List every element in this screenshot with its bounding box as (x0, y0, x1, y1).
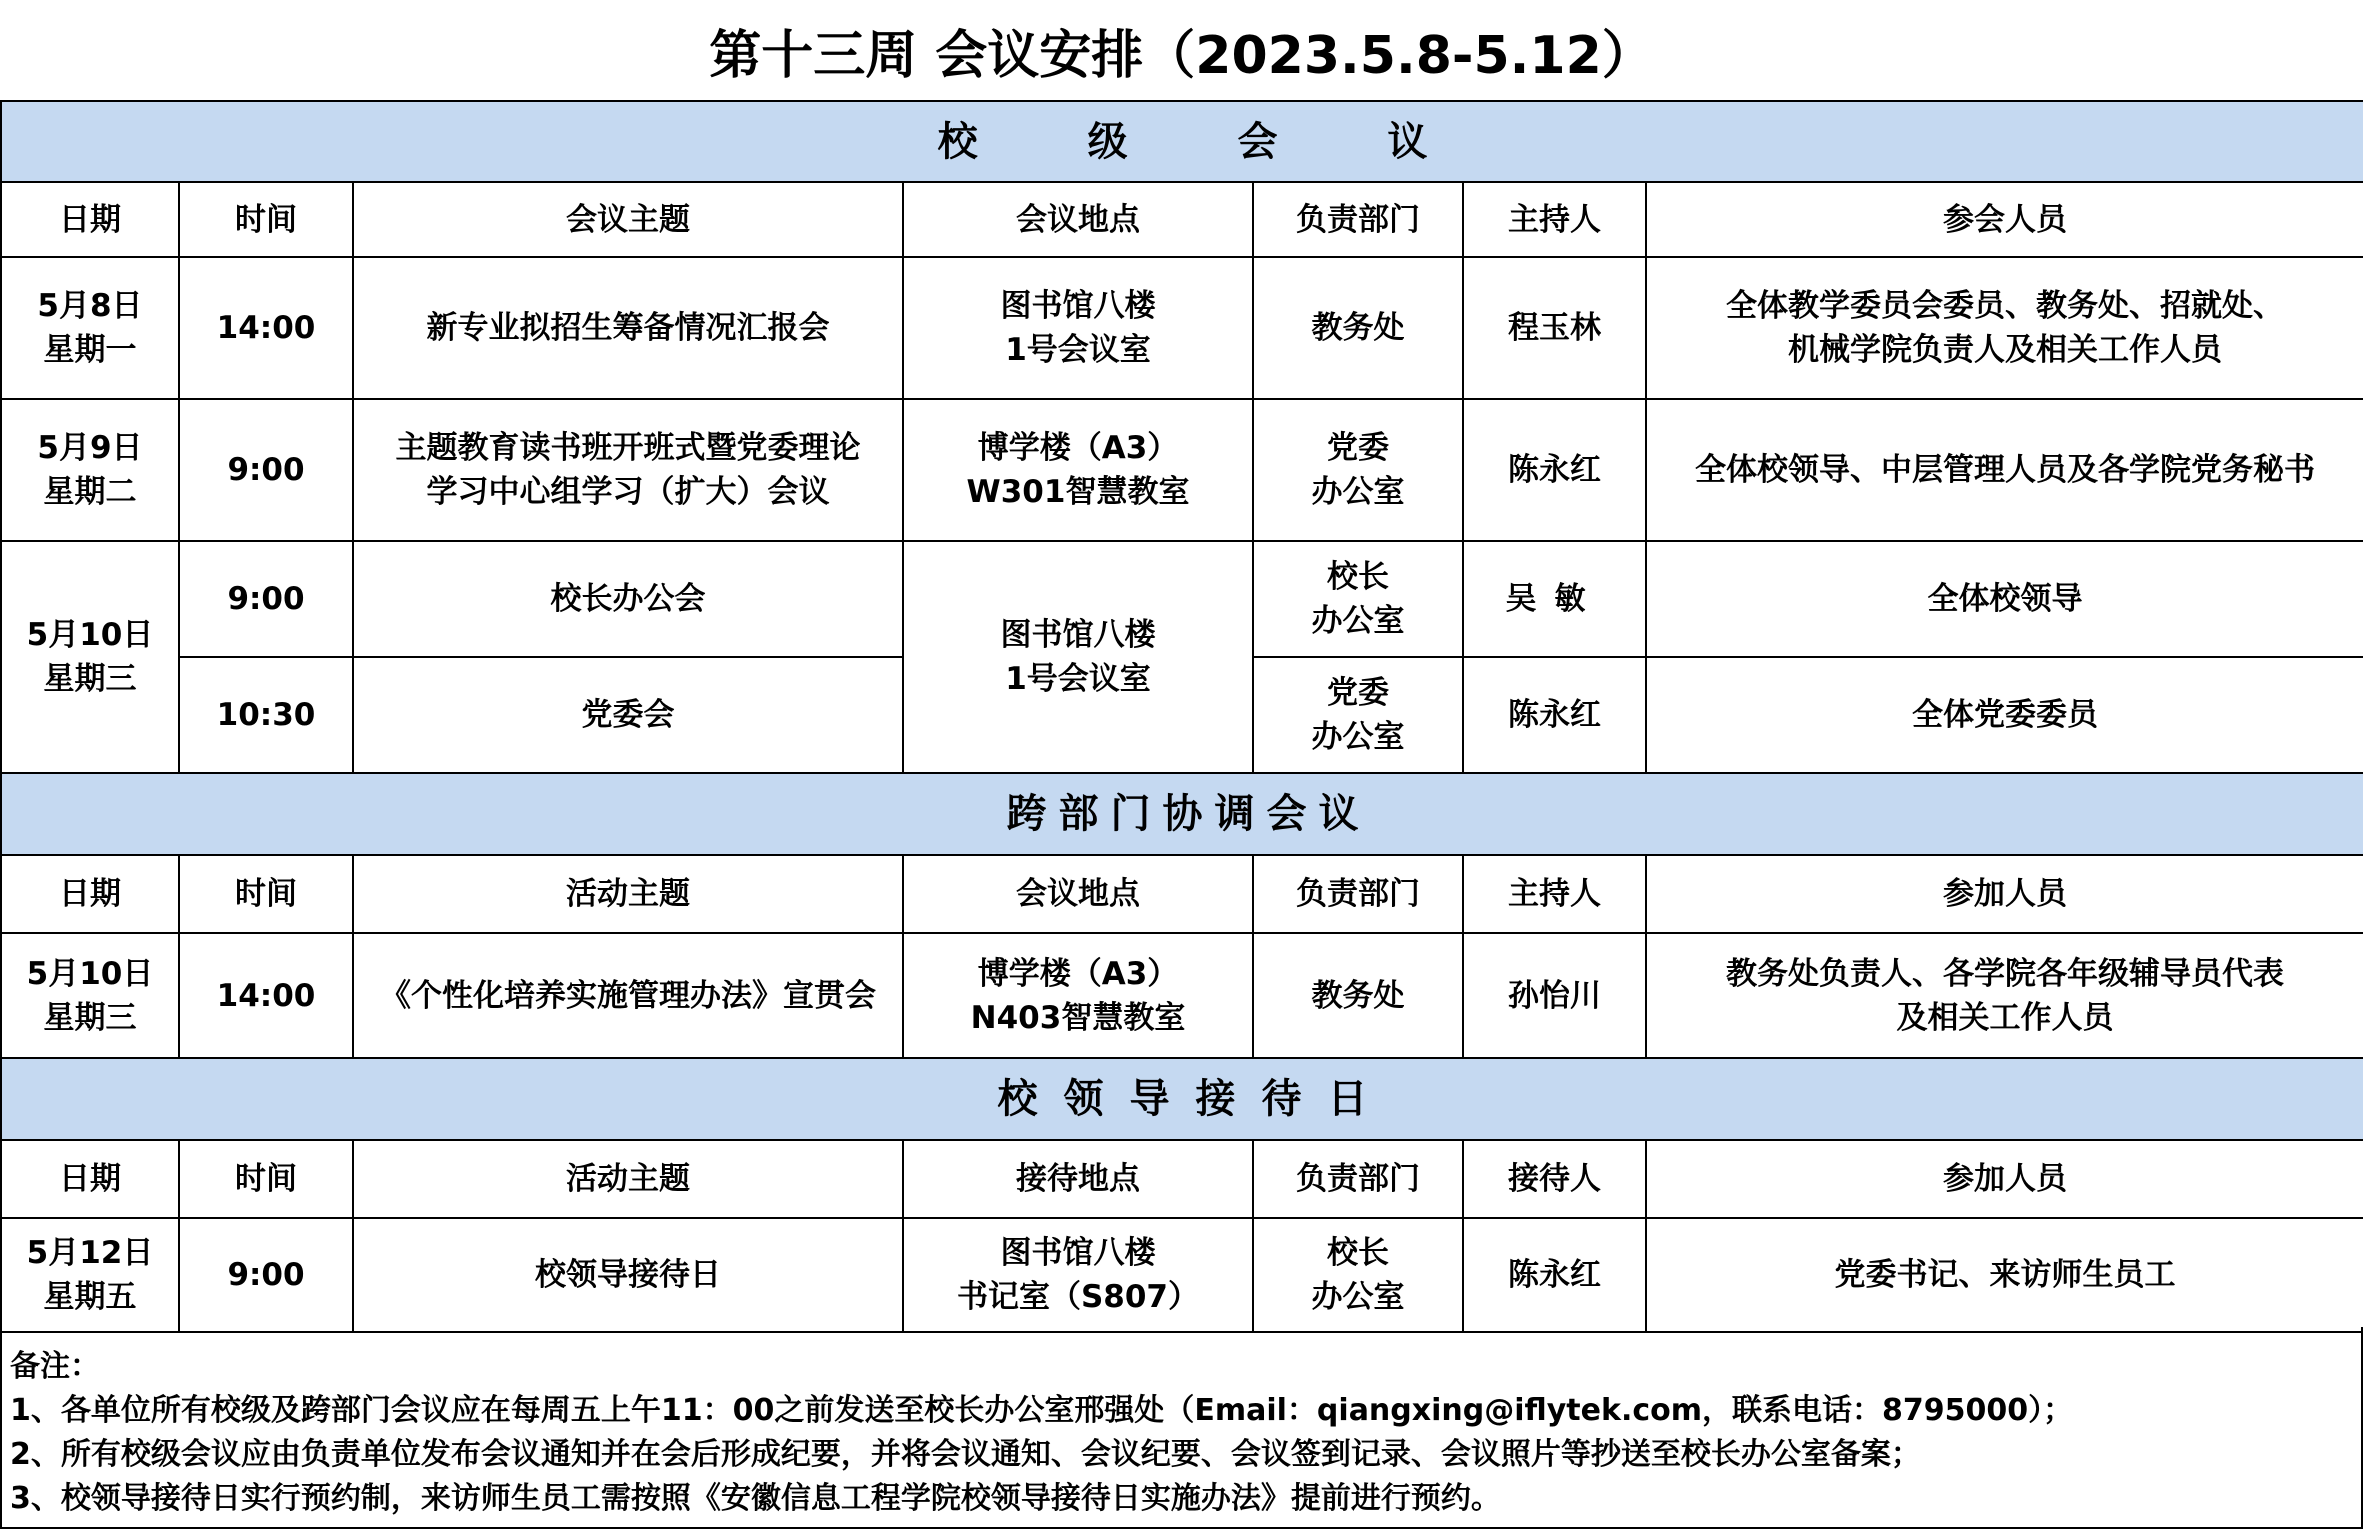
cell-dept: 校长 办公室 (1253, 541, 1463, 657)
table-row (1, 541, 2363, 657)
cell-location: 图书馆八楼 书记室（S807） (903, 1218, 1253, 1332)
cell-dept: 教务处 (1253, 257, 1463, 399)
column-header-row (1, 182, 2363, 257)
col-header-attendees: 参会人员 (1646, 182, 2363, 257)
page-title: 第十三周 会议安排（2023.5.8-5.12） (709, 25, 1654, 86)
cell-attendees: 党委书记、来访师生员工 (1646, 1218, 2363, 1332)
note-item: 3、校领导接待日实行预约制，来访师生员工需按照《安徽信息工程学院校领导接待日实施办法》提前进行预约。 (10, 1481, 1501, 1516)
cell-date: 5月8日 星期一 (1, 257, 179, 399)
col-header-topic: 活动主题 (353, 1140, 903, 1218)
note-item: 2、所有校级会议应由负责单位发布会议通知并在会后形成纪要，并将会议通知、会议纪要、会议签到记录、会议照片等抄送至校长办公室备案； (10, 1437, 1921, 1472)
cell-attendees: 全体校领导、中层管理人员及各学院党务秘书 (1646, 399, 2363, 541)
cell-time: 14:00 (179, 257, 353, 399)
section-title: 校 级 会 议 (1, 101, 2363, 182)
section-title: 校领导接待日 (1, 1058, 2363, 1140)
cell-topic: 新专业拟招生筹备情况汇报会 (353, 257, 903, 399)
cell-dept: 教务处 (1253, 933, 1463, 1058)
col-header-location: 会议地点 (903, 855, 1253, 933)
cell-topic: 主题教育读书班开班式暨党委理论 学习中心组学习（扩大）会议 (353, 399, 903, 541)
cell-date: 5月12日 星期五 (1, 1218, 179, 1332)
cell-time: 14:00 (179, 933, 353, 1058)
cell-date: 5月10日 星期三 (1, 933, 179, 1058)
table-row (1, 1218, 2363, 1332)
cell-topic: 《个性化培养实施管理办法》宣贯会 (353, 933, 903, 1058)
col-header-location: 接待地点 (903, 1140, 1253, 1218)
col-header-attendees: 参加人员 (1646, 1140, 2363, 1218)
cell-dept: 校长 办公室 (1253, 1218, 1463, 1332)
cell-attendees: 全体党委委员 (1646, 657, 2363, 773)
cell-time: 9:00 (179, 541, 353, 657)
cell-date: 5月10日 星期三 (1, 541, 179, 773)
cell-topic: 党委会 (353, 657, 903, 773)
notes-section (0, 1327, 2363, 1529)
col-header-dept: 负责部门 (1253, 1140, 1463, 1218)
column-header-row (1, 855, 2363, 933)
section-header-cross (1, 773, 2363, 855)
col-header-host: 主持人 (1463, 182, 1646, 257)
cell-location: 博学楼（A3） W301智慧教室 (903, 399, 1253, 541)
cell-attendees: 全体校领导 (1646, 541, 2363, 657)
col-header-date: 日期 (1, 182, 179, 257)
col-header-date: 日期 (1, 855, 179, 933)
schedule-table (0, 100, 2363, 1333)
cell-host: 陈永红 (1463, 657, 1646, 773)
col-header-topic: 活动主题 (353, 855, 903, 933)
cell-date: 5月9日 星期二 (1, 399, 179, 541)
cell-dept: 党委 办公室 (1253, 657, 1463, 773)
cell-location: 图书馆八楼 1号会议室 (903, 257, 1253, 399)
cell-host: 程玉林 (1463, 257, 1646, 399)
col-header-topic: 会议主题 (353, 182, 903, 257)
section-header-school (1, 101, 2363, 182)
section-title: 跨部门协调会议 (1, 773, 2363, 855)
col-header-date: 日期 (1, 1140, 179, 1218)
cell-time: 9:00 (179, 1218, 353, 1332)
cell-topic: 校领导接待日 (353, 1218, 903, 1332)
table-row (1, 399, 2363, 541)
col-header-host: 主持人 (1463, 855, 1646, 933)
cell-host: 陈永红 (1463, 399, 1646, 541)
cell-attendees: 教务处负责人、各学院各年级辅导员代表 及相关工作人员 (1646, 933, 2363, 1058)
col-header-dept: 负责部门 (1253, 182, 1463, 257)
section-header-reception (1, 1058, 2363, 1140)
col-header-dept: 负责部门 (1253, 855, 1463, 933)
table-row (1, 933, 2363, 1058)
col-header-host: 接待人 (1463, 1140, 1646, 1218)
cell-time: 10:30 (179, 657, 353, 773)
col-header-time: 时间 (179, 182, 353, 257)
cell-dept: 党委 办公室 (1253, 399, 1463, 541)
cell-host: 陈永红 (1463, 1218, 1646, 1332)
cell-topic: 校长办公会 (353, 541, 903, 657)
col-header-time: 时间 (179, 1140, 353, 1218)
cell-host: 吴敏 (1463, 541, 1646, 657)
cell-location: 博学楼（A3） N403智慧教室 (903, 933, 1253, 1058)
cell-host: 孙怡川 (1463, 933, 1646, 1058)
note-item: 1、各单位所有校级及跨部门会议应在每周五上午11：00之前发送至校长办公室邢强处（Email：qiangxing@iflytek.com，联系电话：8795000）； (10, 1393, 2074, 1428)
table-row (1, 257, 2363, 399)
column-header-row (1, 1140, 2363, 1218)
notes-label: 备注： (10, 1349, 100, 1384)
col-header-attendees: 参加人员 (1646, 855, 2363, 933)
col-header-time: 时间 (179, 855, 353, 933)
cell-attendees: 全体教学委员会委员、教务处、招就处、 机械学院负责人及相关工作人员 (1646, 257, 2363, 399)
cell-time: 9:00 (179, 399, 353, 541)
col-header-location: 会议地点 (903, 182, 1253, 257)
cell-location: 图书馆八楼 1号会议室 (903, 541, 1253, 773)
